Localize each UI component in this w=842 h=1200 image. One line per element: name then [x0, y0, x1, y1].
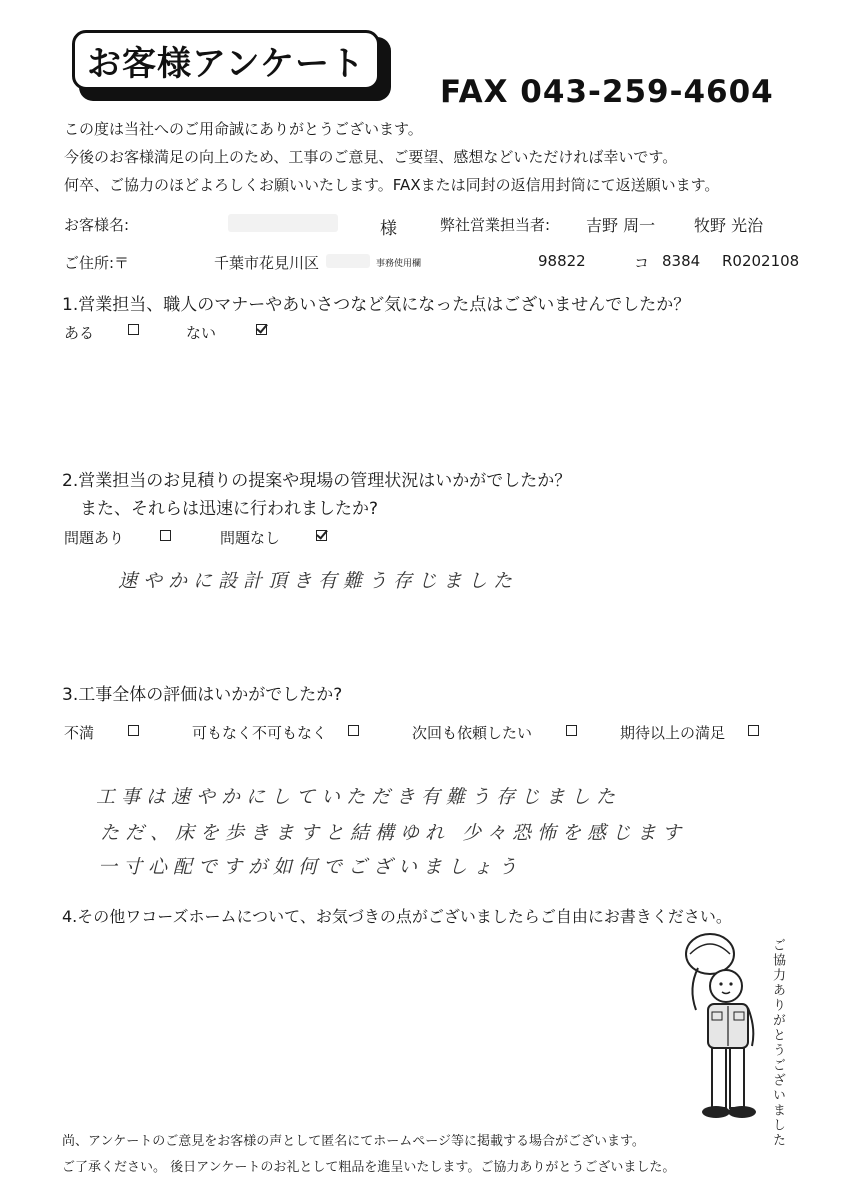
address-city: 千葉市花見川区	[214, 254, 320, 272]
q3-handwritten-line-1: 工事は速やかにしていただき有難う存じました	[96, 786, 622, 808]
office-code-1: 98822	[538, 252, 586, 270]
q2-checkbox-no-problem[interactable]	[316, 530, 327, 541]
q2-checkbox-problem[interactable]	[160, 530, 171, 541]
q3-option-label: 期待以上の満足	[620, 724, 726, 742]
worker-mascot-illustration	[668, 928, 768, 1124]
q1-checkbox-nai[interactable]	[256, 324, 267, 335]
q1-checkbox-aru[interactable]	[128, 324, 139, 335]
q3-checkbox-dissatisfied[interactable]	[128, 725, 139, 736]
honorific: 様	[380, 219, 397, 239]
question-4: 4.その他ワコーズホームについて、お気づきの点がございましたらご自由にお書きください。	[62, 907, 732, 926]
intro-line-2: 今後のお客様満足の向上のため、工事のご意見、ご要望、感想などいただければ幸いです。	[64, 148, 678, 166]
sales-rep-1: 吉野 周一	[586, 216, 656, 235]
office-code-2: コ	[634, 254, 650, 272]
redacted-address	[326, 254, 370, 268]
office-code-4: R0202108	[722, 252, 800, 270]
intro-line-1: この度は当社へのご用命誠にありがとうございます。	[64, 120, 423, 138]
address-label: ご住所:〒	[64, 254, 130, 272]
q3-option-label: 次回も依頼したい	[412, 724, 533, 742]
question-2-subtext: また、それらは迅速に行われましたか?	[80, 499, 379, 519]
survey-logo	[72, 30, 380, 90]
question-3: 3.工事全体の評価はいかがでしたか?	[62, 685, 343, 705]
question-2: 2.営業担当のお見積りの提案や現場の管理状況はいかがでしたか？	[62, 471, 572, 491]
q2-option-label: 問題あり	[64, 529, 125, 547]
sales-rep-2: 牧野 光治	[694, 216, 764, 235]
thanks-vertical-text: ご協力ありがとうございました	[770, 938, 785, 1148]
footer-line-2: ご了承ください。 後日アンケートのお礼として粗品を進呈いたします。ご協力ありがとうございました。	[62, 1160, 676, 1175]
q3-checkbox-exceeded[interactable]	[748, 725, 759, 736]
customer-name-label: お客様名:	[64, 216, 130, 234]
footer-line-1: 尚、アンケートのご意見をお客様の声として匿名にてホームページ等に掲載する場合がございます。	[62, 1134, 645, 1149]
q3-handwritten-line-3: 一寸心配ですが如何でございましょう	[98, 856, 524, 878]
office-code-3: 8384	[662, 252, 701, 270]
logo-text: お客様アンケート	[87, 43, 365, 84]
q3-option-label: 不満	[64, 724, 95, 742]
fax-number: FAX 043-259-4604	[440, 74, 774, 110]
redacted-name	[228, 214, 338, 232]
intro-line-3: 何卒、ご協力のほどよろしくお願いいたします。FAXまたは同封の返信用封筒にて返送願います。	[64, 176, 720, 194]
q1-option-label: ある	[64, 324, 95, 342]
office-use-label: 事務使用欄	[376, 259, 422, 269]
q3-option-label: 可もなく不可もなく	[192, 724, 328, 742]
q3-checkbox-average[interactable]	[348, 725, 359, 736]
q2-handwritten-answer: 速やかに設計頂き有難う存じました	[118, 570, 519, 592]
q2-option-label: 問題なし	[220, 529, 281, 547]
question-1: 1.営業担当、職人のマナーやあいさつなど気になった点はございませんでしたか？	[62, 295, 691, 315]
sales-rep-label: 弊社営業担当者:	[440, 216, 551, 234]
q3-handwritten-line-2: ただ、床を歩きますと結構ゆれ 少々恐怖を感じます	[100, 822, 688, 844]
q1-option-label: ない	[186, 324, 217, 342]
q3-checkbox-request-again[interactable]	[566, 725, 577, 736]
